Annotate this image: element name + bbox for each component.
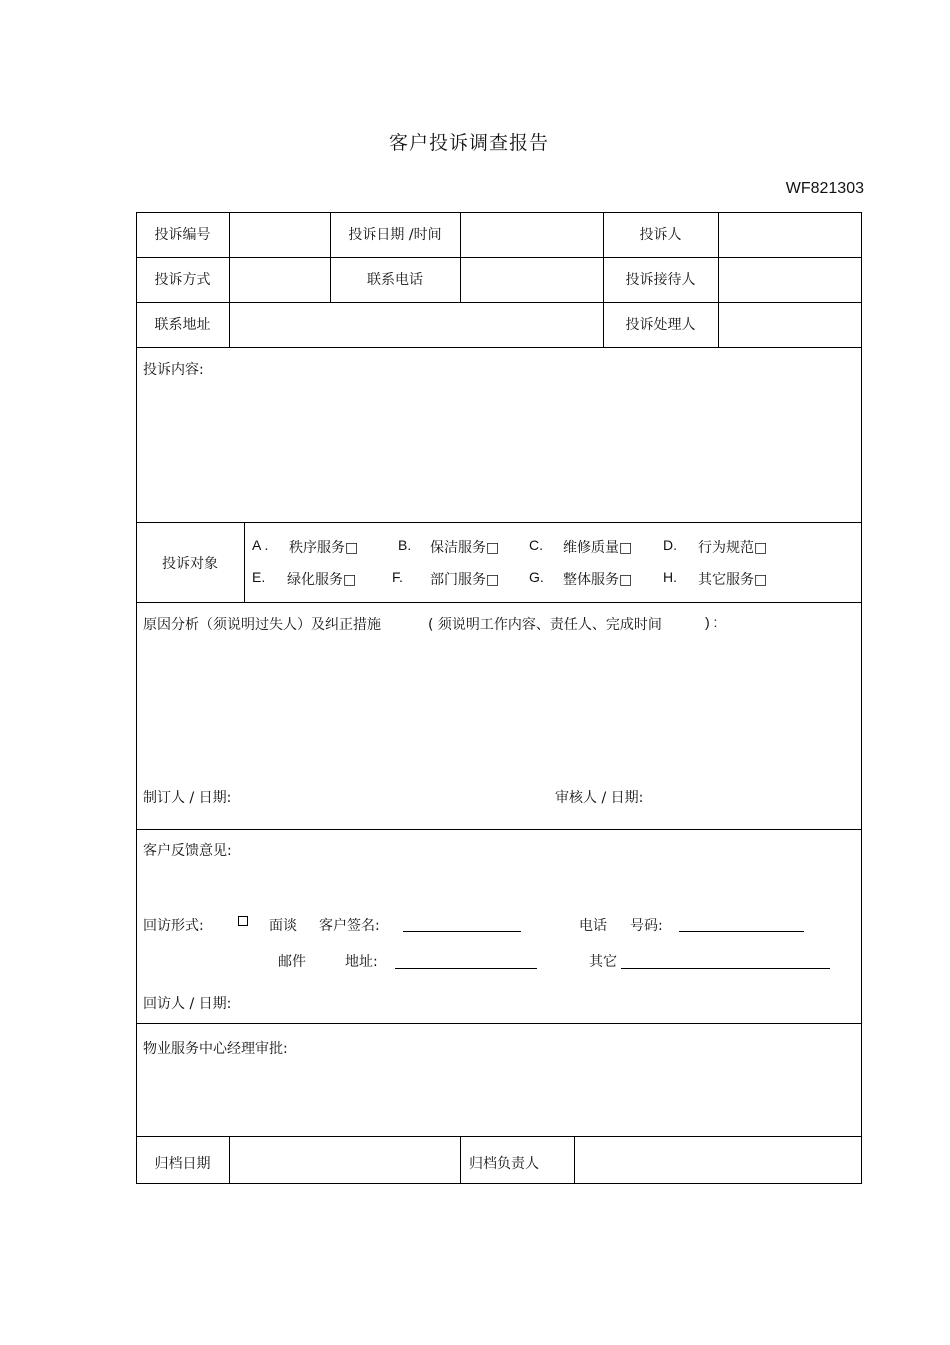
row-divider — [136, 1136, 862, 1137]
contact-phone-label: 联系电话 — [367, 272, 423, 288]
option-letter: E. — [252, 569, 266, 585]
signature-label: 客户签名: — [319, 918, 380, 934]
option-letter: B. — [398, 537, 412, 553]
col-divider — [244, 522, 245, 602]
table-border-left — [136, 212, 137, 1184]
option-label[interactable]: 行为规范□ — [698, 540, 768, 556]
table-border-bottom — [136, 1183, 862, 1184]
archive-owner-label: 归档负责人 — [469, 1156, 539, 1172]
visit-form-label: 回访形式: — [143, 918, 204, 934]
complaint-content-label: 投诉内容: — [143, 362, 204, 378]
phone-number-field[interactable] — [679, 931, 804, 932]
phone-label: 电话 — [579, 918, 607, 934]
other-label: 其它 — [589, 954, 617, 970]
analysis-label: 原因分析（须说明过失人）及纠正措施 — [143, 617, 381, 633]
complaint-method-label: 投诉方式 — [154, 272, 211, 288]
option-label[interactable]: 整体服务□ — [563, 572, 633, 588]
visitor-date-label: 回访人 / 日期: — [143, 996, 232, 1012]
option-letter: A . — [252, 537, 269, 553]
complaint-no-label: 投诉编号 — [154, 227, 211, 243]
col-divider — [229, 212, 230, 347]
option-letter: F. — [392, 569, 403, 585]
option-letter: G. — [529, 569, 544, 585]
contact-address-label: 联系地址 — [154, 317, 211, 333]
reviewer-date-label: 审核人 / 日期: — [555, 790, 644, 806]
option-label[interactable]: 绿化服务□ — [287, 572, 357, 588]
option-letter: D. — [663, 537, 677, 553]
analysis-note: ( 须说明工作内容、责任人、完成时间 — [428, 617, 662, 633]
signature-field[interactable] — [403, 931, 521, 932]
address-label: 地址: — [345, 954, 378, 970]
row-divider — [136, 1023, 862, 1024]
page-title: 客户投诉调查报告 — [388, 132, 549, 154]
table-border-top — [136, 212, 862, 213]
complaint-datetime-label: 投诉日期 /时间 — [348, 227, 442, 243]
option-label[interactable]: 其它服务□ — [698, 572, 768, 588]
col-divider — [460, 212, 461, 302]
col-divider — [229, 1136, 230, 1183]
complaint-target-label: 投诉对象 — [162, 556, 218, 572]
row-divider — [136, 602, 862, 603]
archive-date-label: 归档日期 — [154, 1156, 211, 1172]
option-letter: C. — [529, 537, 543, 553]
maker-date-label: 制订人 / 日期: — [143, 790, 232, 806]
manager-approval-label: 物业服务中心经理审批: — [143, 1041, 288, 1057]
face-to-face-checkbox[interactable] — [238, 916, 248, 926]
row-divider — [136, 257, 862, 258]
row-divider — [136, 302, 862, 303]
option-label[interactable]: 部门服务□ — [430, 572, 500, 588]
row-divider — [136, 347, 862, 348]
col-divider — [718, 212, 719, 347]
option-label[interactable]: 秩序服务□ — [289, 540, 359, 556]
receptionist-label: 投诉接待人 — [625, 272, 696, 288]
handler-label: 投诉处理人 — [625, 317, 696, 333]
table-border-right — [861, 212, 862, 1184]
mail-label: 邮件 — [278, 954, 306, 970]
address-field[interactable] — [395, 968, 537, 969]
face-to-face-label: 面谈 — [269, 918, 297, 934]
col-divider — [574, 1136, 575, 1183]
complainant-label: 投诉人 — [639, 227, 682, 243]
option-label[interactable]: 维修质量□ — [563, 540, 633, 556]
option-label[interactable]: 保洁服务□ — [430, 540, 500, 556]
number-label: 号码: — [630, 918, 663, 934]
other-field[interactable] — [621, 968, 830, 969]
option-letter: H. — [663, 569, 677, 585]
form-code: WF821303 — [785, 180, 864, 197]
analysis-note-end: ) : — [705, 614, 718, 630]
col-divider — [460, 1136, 461, 1183]
row-divider — [136, 829, 862, 830]
feedback-label: 客户反馈意见: — [143, 843, 232, 859]
